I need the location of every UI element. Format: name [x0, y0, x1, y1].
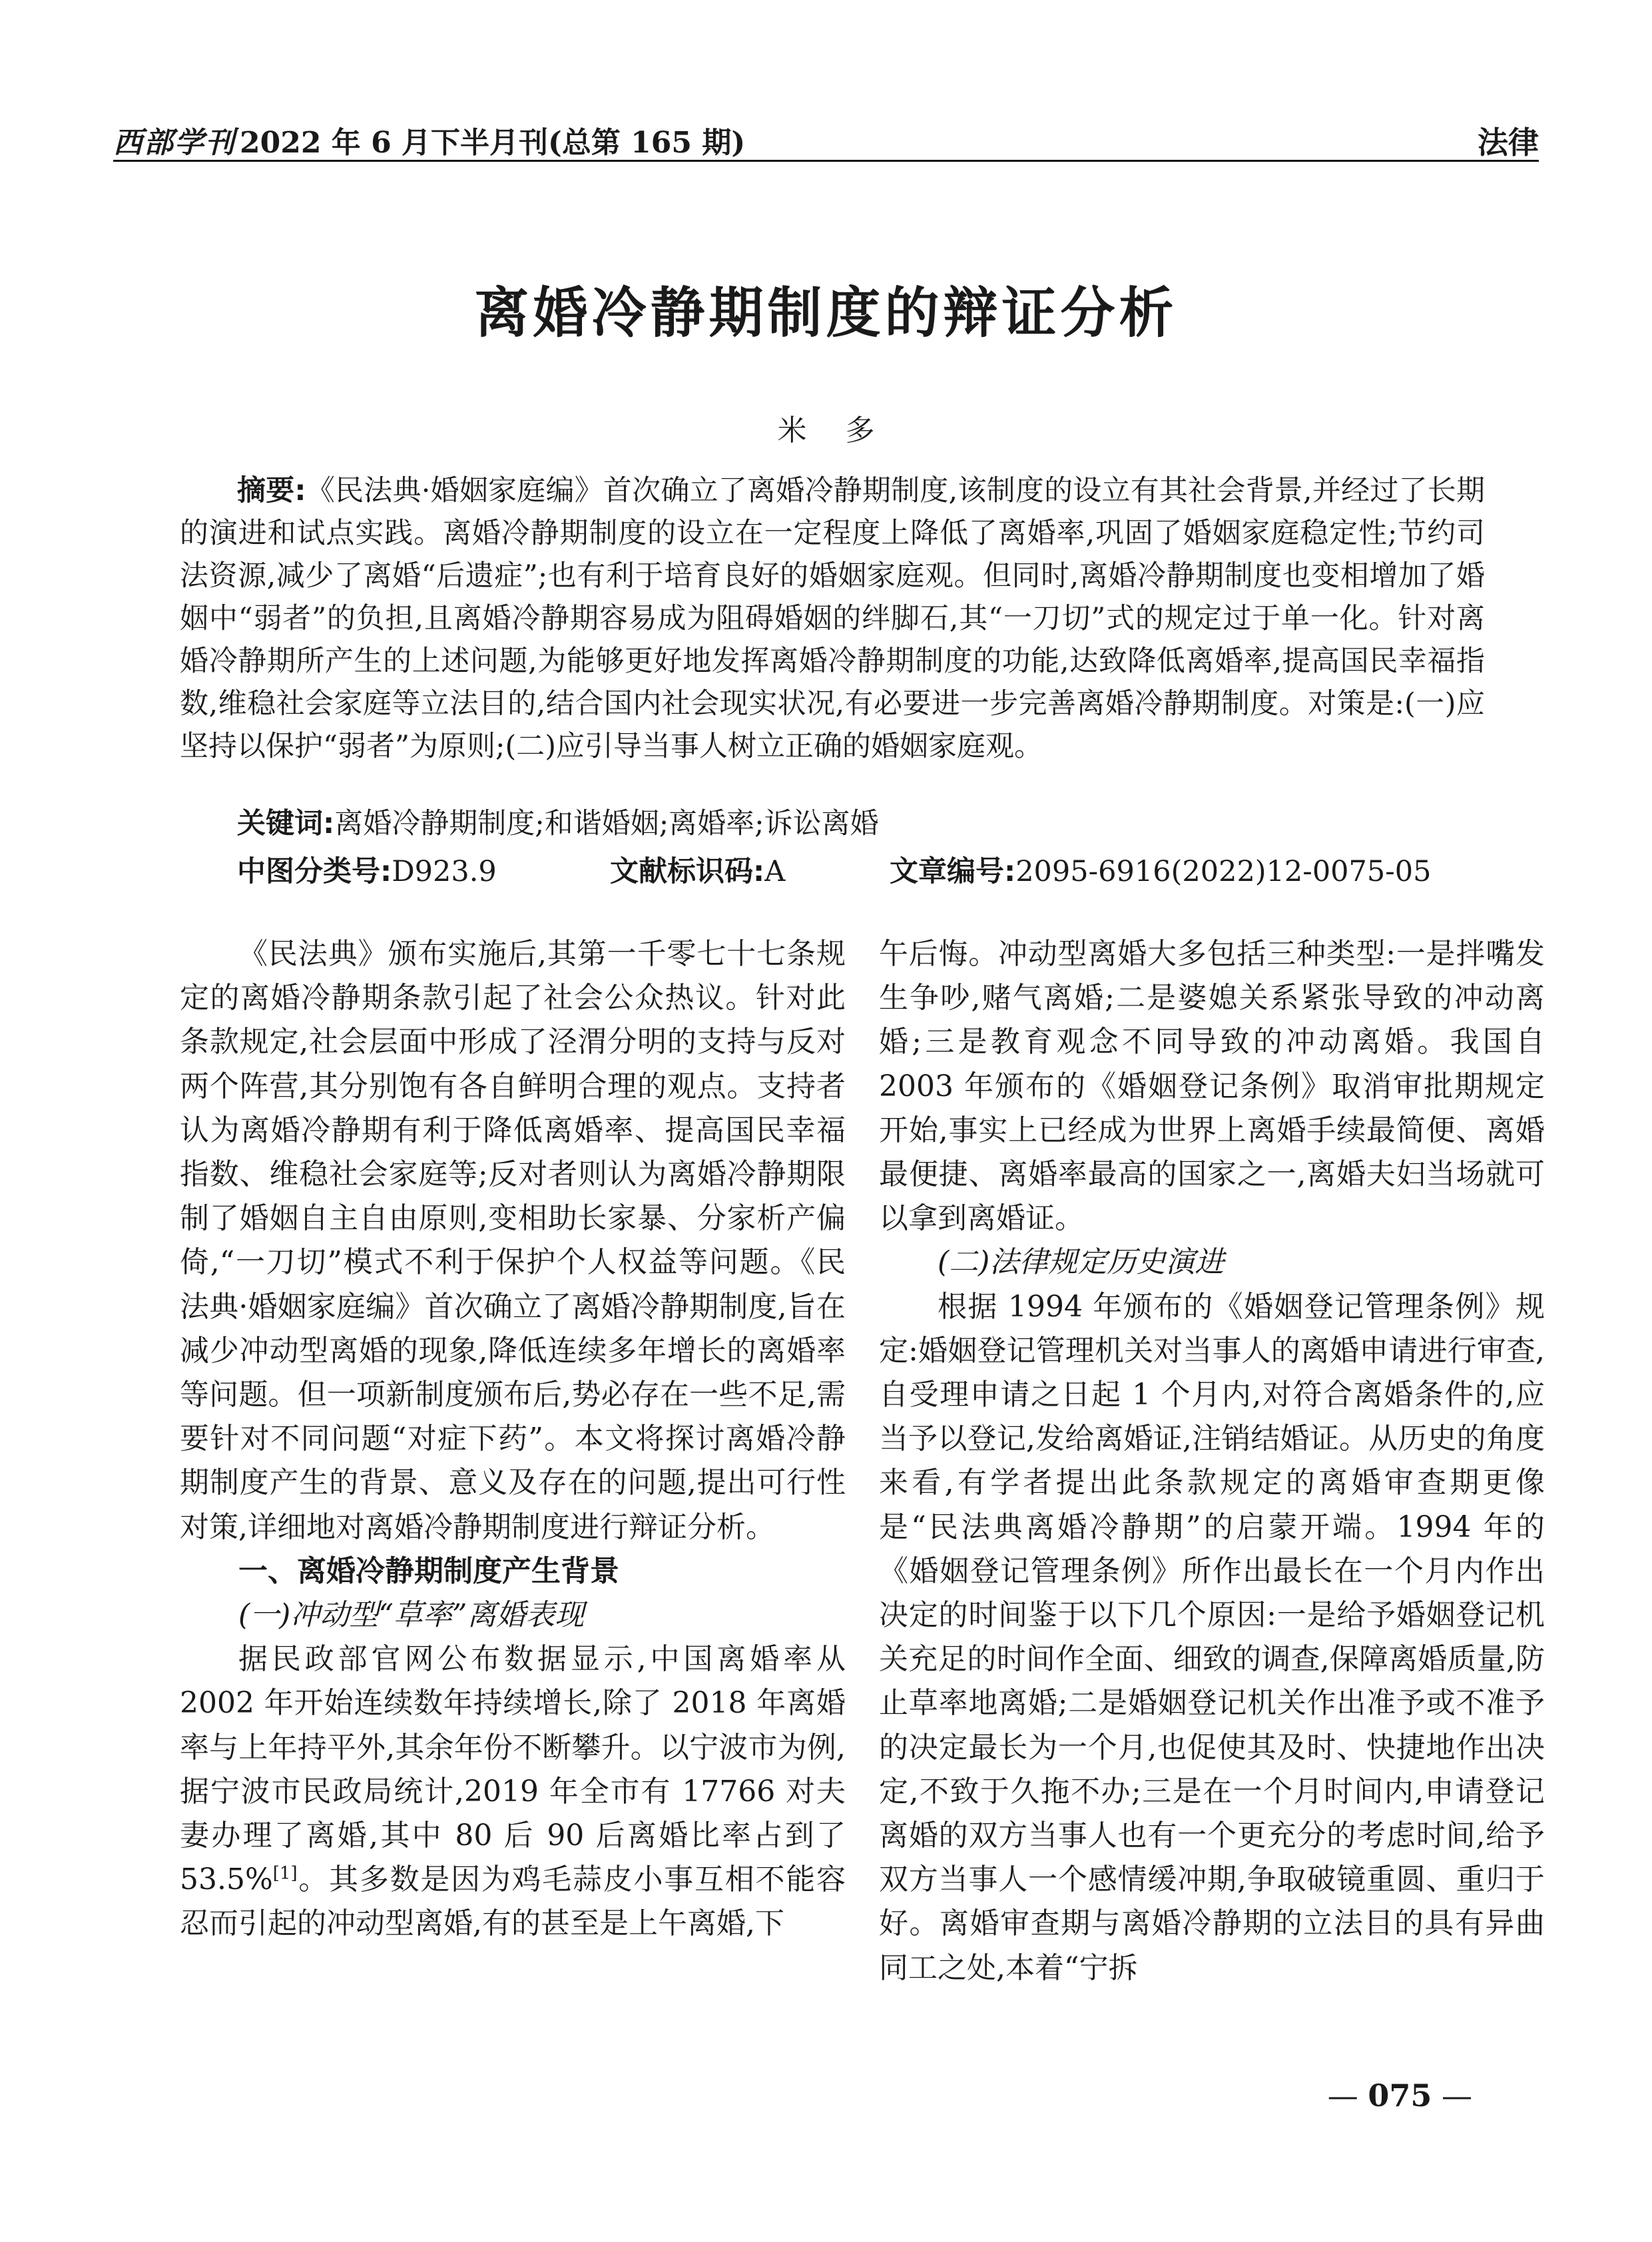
citation-ref: [1] [272, 1863, 298, 1884]
article-label: 文章编号: [890, 855, 1016, 888]
running-header [113, 113, 1539, 160]
body-paragraph: 《民法典》颁布实施后,其第一千零七十七条规定的离婚冷静期条款引起了社会公众热议。针对此条款规定,社会层面中形成了泾渭分明的支持与反对两个阵营,其分别饱有各自鲜明合理的观点。支持者认为离婚冷静期有利于降低离婚率、提高国民幸福指数、维稳社会家庭等;反对者则认为离婚冷静期限制了婚姻自主自由原则,变相助长家暴、分家析产偏倚,“一刀切”模式不利于保护个人权益等问题。《民法典·婚姻家庭编》首次确立了离婚冷静期制度,旨在减少冲动型离婚的现象,降低连续多年增长的离婚率等问题。但一项新制度颁布后,势必存在一些不足,需要针对不同问题“对症下药”。本文将探讨离婚冷静期制度产生的背景、意义及存在的问题,提出可行性对策,详细地对离婚冷静期制度进行辩证分析。 [180, 937, 846, 1544]
clc-value: D923.9 [392, 855, 497, 888]
subsection-heading: (一)冲动型“草率”离婚表现 [238, 1598, 585, 1633]
body-paragraph: 根据 1994 年颁布的《婚姻登记管理条例》规定:婚姻登记管理机关对当事人的离婚申请进行审查,自受理申请之日起 1 个月内,对符合离婚条件的,应当予以登记,发给离婚证,注销结婚证。从历史的角度来看,有学者提出此条款规定的离婚审查期更像是“民法典离婚冷静期”的启蒙开端。1994 年的《婚姻登记管理条例》所作出最长在一个月内作出决定的时间鉴于以下几个原因:一是给予婚姻登记机关充足的时间作全面、细致的调查,保障离婚质量,防止草率地离婚;二是婚姻登记机关作出准予或不准予的决定最长为一个月,也促使其及时、快捷地作出决定,不致于久拖不办;三是在一个月时间内,申请登记离婚的双方当事人也有一个更充分的考虑时间,给予双方当事人一个感情缓冲期,争取破镜重圆、重归于好。离婚审查期与离婚冷静期的立法目的具有异曲同工之处,本着“宁拆 [879, 1289, 1545, 1985]
article-number [890, 850, 1432, 893]
body-text: 据民政部官网公布数据显示,中国离婚率从 2002 年开始连续数年持续增长,除了 2018 年离婚率与上年持平外,其余年份不断攀升。以宁波市为例,据宁波市民政局统计,2019 年全市有 17766 对夫妻办理了离婚,其中 80 后 90 后离婚比率占到了 53.5% [180, 1642, 846, 1897]
author-name: 米多 [777, 414, 914, 447]
clc-number [237, 850, 610, 893]
body-text: 。其多数是因为鸡毛蒜皮小事互相不能容忍而引起的冲动型离婚,有的甚至是上午离婚,下 [180, 1862, 846, 1941]
keywords [237, 802, 879, 845]
doc-label: 文献标识码: [610, 855, 765, 888]
page-number: — 075 — [1327, 2078, 1472, 2113]
body-paragraph [180, 1637, 846, 1946]
doc-value: A [764, 855, 786, 888]
abstract [180, 469, 1485, 768]
clc-label: 中图分类号: [237, 855, 392, 888]
keywords-text: 离婚冷静期制度;和谐婚姻;离婚率;诉讼离婚 [334, 807, 879, 840]
abstract-text: 《民法典·婚姻家庭编》首次确立了离婚冷静期制度,该制度的设立有其社会背景,并经过了长期的演进和试点实践。离婚冷静期制度的设立在一定程度上降低了离婚率,巩固了婚姻家庭稳定性;节约司法资源,减少了离婚“后遗症”;也有利于培育良好的婚姻家庭观。但同时,离婚冷静期制度也变相增加了婚姻中“弱者”的负担,且离婚冷静期容易成为阻碍婚姻的绊脚石,其“一刀切”式的规定过于单一化。针对离婚冷静期所产生的上述问题,为能够更好地发挥离婚冷静期制度的功能,达致降低离婚率,提高国民幸福指数,维稳社会家庭等立法目的,结合国内社会现实状况,有必要进一步完善离婚冷静期制度。对策是:(一)应坚持以保护“弱者”为原则;(二)应引导当事人树立正确的婚姻家庭观。 [180, 474, 1485, 763]
issue-info: 2022 年 6 月下半月刊(总第 165 期) [240, 126, 746, 160]
keywords-label: 关键词: [237, 807, 335, 840]
article-value: 2095-6916(2022)12-0075-05 [1015, 855, 1432, 888]
classification-info [237, 850, 1502, 893]
section-heading: 一、离婚冷静期制度产生背景 [238, 1553, 619, 1588]
journal-name: 西部学刊 [113, 126, 236, 160]
header-rule [113, 160, 1539, 162]
document-code [610, 850, 890, 893]
journal-issue-line [113, 119, 745, 161]
subsection-heading: (二)法律规定历史演进 [938, 1245, 1225, 1280]
page-number-value: 075 [1368, 2078, 1432, 2113]
left-column [180, 932, 846, 1946]
body-paragraph: 午后悔。冲动型离婚大多包括三种类型:一是拌嘴发生争吵,赌气离婚;二是婆媳关系紧张导致的冲动离婚;三是教育观念不同导致的冲动离婚。我国自 2003 年颁布的《婚姻登记条例》取消审批期规定开始,事实上已经成为世界上离婚手续最简便、离婚最便捷、离婚率最高的国家之一,离婚夫妇当场就可以拿到离婚证。 [879, 937, 1545, 1236]
abstract-label: 摘要: [237, 474, 306, 507]
article-title: 离婚冷静期制度的辩证分析 [474, 281, 1178, 345]
section-name: 法律 [1478, 125, 1539, 160]
right-column [879, 932, 1545, 1990]
